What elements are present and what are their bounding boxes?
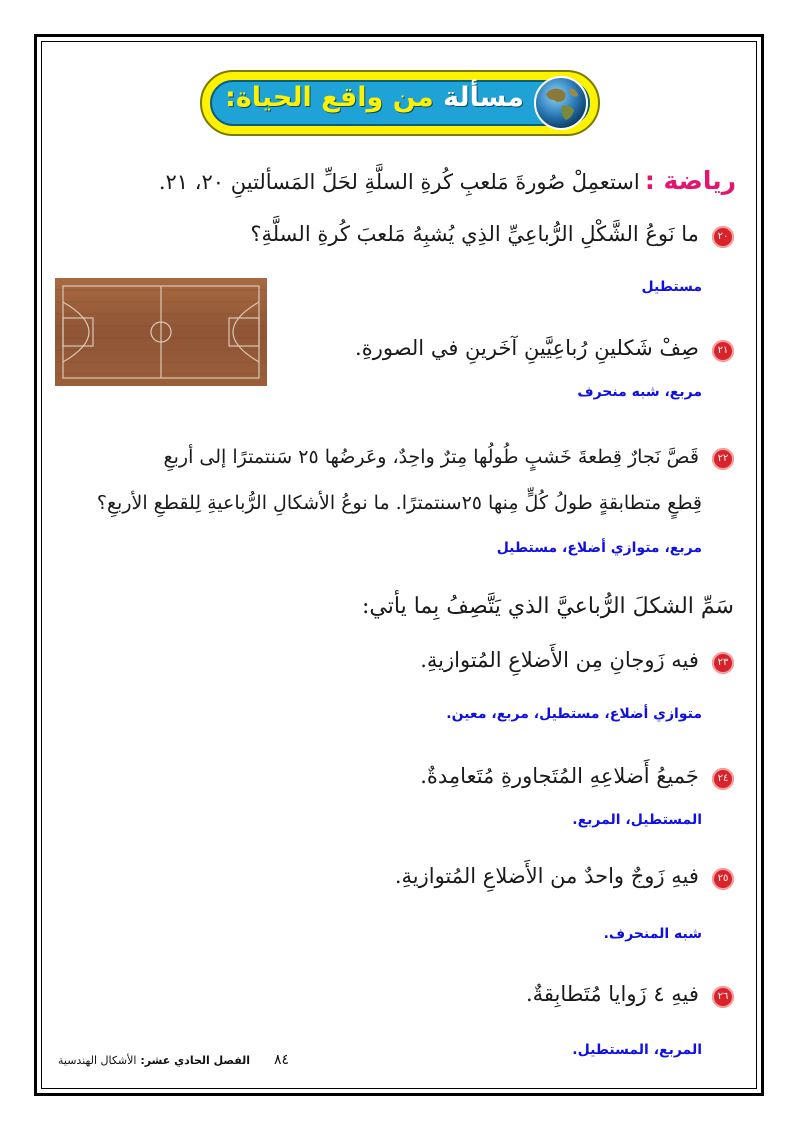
item-24-answer: المستطيل، المربع. (572, 812, 702, 828)
problem-21 (355, 336, 734, 362)
intro-text: استعمِلْ صُورةَ مَلعبِ كُرةِ السلَّةِ لحَلِّ المَسألتينِ ٢٠، ٢١. (158, 170, 640, 194)
problem-question: ما نَوعُ الشَّكْلِ الرُّباعِيِّ الذِي يُشبِهُ مَلعبَ كُرةِ السلَّةِ؟ (250, 222, 699, 246)
item-text: فيهِ ٤ زَوايا مُتَطابِقةٌ. (525, 982, 699, 1006)
item-text: فيه زَوجانِ مِن الأَضلاعِ المُتوازيةِ. (420, 648, 699, 672)
problem-number-badge: ٢٠ (712, 226, 734, 248)
item-number-badge: ٢٤ (712, 768, 734, 790)
problem-22-answer: مربع، متوازي أضلاع، مستطيل (496, 540, 702, 556)
item-number-badge: ٢٥ (712, 868, 734, 890)
problem-number-badge: ٢١ (712, 340, 734, 362)
footer-chapter-title: الأشكال الهندسية (58, 1054, 137, 1067)
problem-20 (250, 222, 734, 248)
problem-20-answer: مستطيل (641, 279, 702, 295)
page-footer (58, 1052, 289, 1068)
item-26 (526, 982, 734, 1008)
item-number-badge: ٢٣ (712, 652, 734, 674)
section-heading: سَمِّ الشكلَ الرُّباعيَّ الذي يَتَّصِفُ بِما يأتي: (362, 594, 734, 619)
banner-title (225, 82, 524, 113)
banner-title-part1: مسألة (443, 82, 524, 113)
problem-number-badge: ٢٢ (712, 448, 734, 470)
basketball-court-image (55, 278, 267, 386)
problem-question: صِفْ شَكلينِ رُباعِيَّينِ آخَرينِ في الصورةِ. (355, 336, 699, 360)
item-text: فيهِ زَوجٌ واحدٌ من الأَضلاعِ المُتوازيةِ. (394, 864, 699, 888)
title-banner (200, 70, 600, 136)
problem-21-answer: مربع، شبه منحرف (577, 384, 702, 400)
intro-line (159, 166, 736, 195)
item-25 (395, 864, 734, 890)
problem-question: قَصَّ نَجارٌ قِطعةَ خَشبٍ طُولُها مِترٌ واحِدٌ، وعَرضُها ٢٥ سَنتمترًا إلى أربعِ (163, 446, 699, 468)
item-24 (420, 764, 734, 790)
page-number: ٨٤ (273, 1052, 289, 1068)
globe-icon (532, 74, 590, 132)
footer-chapter: الفصل الحادي عشر: (140, 1054, 251, 1067)
item-23-answer: متوازي أضلاع، مستطيل، مربع، معين. (446, 706, 702, 722)
item-number-badge: ٢٦ (712, 986, 734, 1008)
problem-22-line2: قِطعٍ متطابقةٍ طولُ كُلٍّ مِنها ٢٥سنتمترًا. ما نوعُ الأشكالِ الرُّباعيةِ لِلقطعِ الأربعِ؟ (96, 492, 702, 514)
intro-label: رياضة : (644, 166, 736, 195)
problem-22-line1 (164, 446, 734, 470)
item-26-answer: المربع، المستطيل. (572, 1042, 702, 1058)
item-25-answer: شبه المنحرف. (603, 926, 702, 942)
item-text: جَميعُ أَضلاعِهِ المُتَجاورةِ مُتَعامِدةٌ. (420, 764, 699, 788)
item-23 (420, 648, 734, 674)
banner-title-part2: من واقع الحياة: (225, 82, 434, 113)
